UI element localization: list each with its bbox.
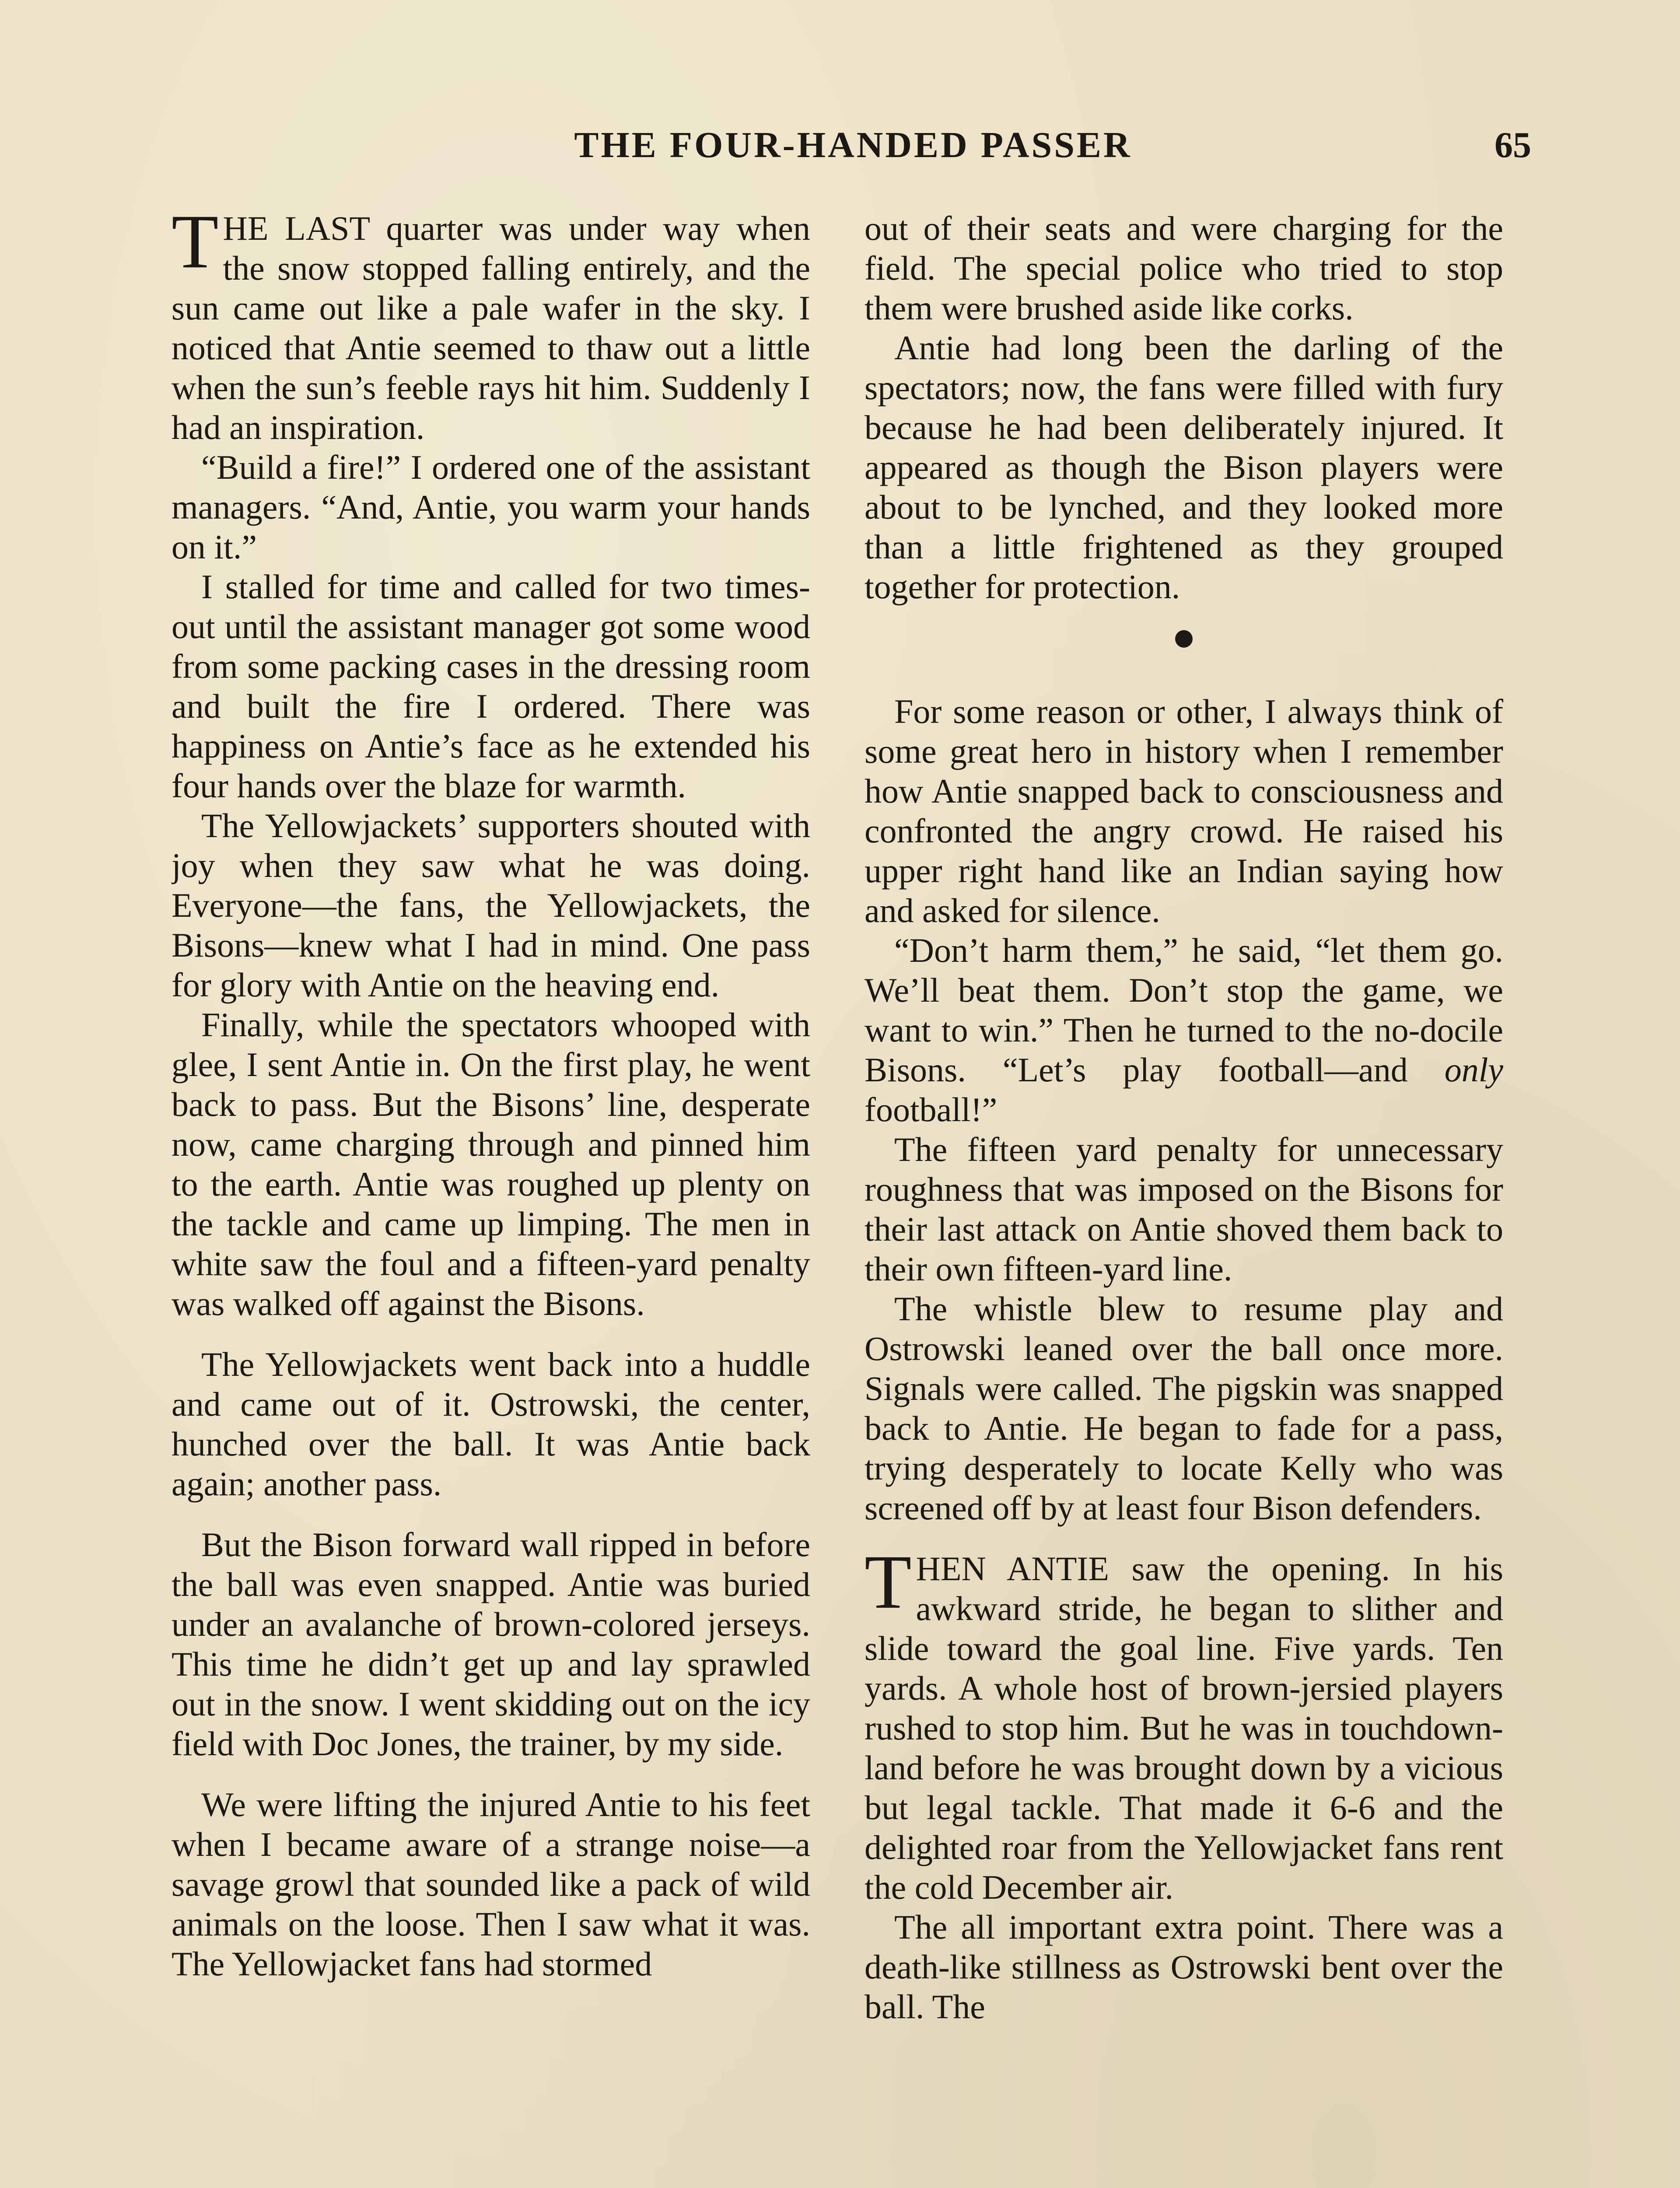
- paragraph: [864, 930, 1503, 1129]
- paragraph: Antie had long been the darling of the spectators; now, the fans were filled with fury because he had been deliberately injured. It appeared as though the Bison players were about to be lynched, and they looked more than a little frightened as they grouped together for protection.: [864, 329, 1503, 606]
- paragraph: The all important extra point. There was a death-like stillness as Ostrowski bent over the ball. The: [864, 1908, 1503, 2026]
- paragraph: For some reason or other, I always think of some great hero in history when I remember how Antie snapped back to consciousness and confronted the angry crowd. He raised his upper right hand like an Indian saying how and asked for silence.: [864, 692, 1503, 929]
- paragraph: “Build a fire!” I ordered one of the assistant managers. “And, Antie, you warm your hands on it.”: [172, 448, 810, 566]
- quote-text-end: football!”: [864, 1090, 998, 1129]
- paragraph: Finally, while the spectators whooped with glee, I sent Antie in. On the first play, he went back to pass. But the Bisons’ line, desperate now, came charging through and pinned him to the earth. Antie was roughed up plenty on the tackle and came up limping. The men in white saw the foul and a fifteen-yard penalty was walked off against the Bisons.: [172, 1006, 810, 1322]
- paragraph-text: HE LAST quarter was under way when the snow stopped falling entirely, and the sun came out like a pale wafer in the sky. I noticed that Antie seemed to thaw out a little when the sun’s feeble rays hit him. Suddenly I had an inspiration.: [172, 209, 810, 446]
- paragraph: [864, 1539, 1503, 1907]
- paragraph: The Yellowjackets’ supporters shouted with joy when they saw what he was doing. Everyone—the fans, the Yellowjackets, the Bisons—knew what I had in mind. One pass for glory with Antie on the heaving end.: [172, 806, 810, 1004]
- paragraph: [172, 208, 810, 447]
- paragraph: The whistle blew to resume play and Ostrowski leaned over the ball once more. Signals were called. The pigskin was snapped back to Antie. He began to fade for a pass, trying desperately to locate Kelly who was screened off by at least four Bison defenders.: [864, 1290, 1503, 1527]
- page-header: [175, 119, 1531, 172]
- left-column: [172, 208, 810, 2188]
- drop-cap: T: [172, 208, 219, 284]
- paragraph: The fifteen yard penalty for unnecessary roughness that was imposed on the Bisons for their last attack on Antie shoved them back to their own fifteen-yard line.: [864, 1130, 1503, 1288]
- paragraph: I stalled for time and called for two times-out until the assistant manager got some wood from some packing cases in the dressing room and built the fire I ordered. There was happiness on Antie’s face as he extended his four hands over the blaze for warmth.: [172, 568, 810, 805]
- running-title: THE FOUR-HANDED PASSER: [574, 125, 1132, 165]
- paragraph: out of their seats and were charging for the field. The special police who tried to stop them were brushed aside like corks.: [864, 209, 1503, 327]
- paragraph-text: HEN ANTIE saw the opening. In his awkward stride, he began to slither and slide toward the goal line. Five yards. Ten yards. A whole host of brown-jersied players rushed to stop him. But he was in touchdown-land before he was brought down by a vicious but legal tackle. That made it 6-6 and the delighted roar from the Yellowjacket fans rent the cold December air.: [864, 1550, 1503, 1906]
- paragraph: But the Bison forward wall ripped in before the ball was even snapped. Antie was buried under an avalanche of brown-colored jerseys. This time he didn’t get up and lay sprawled out in the snow. I went skidding out on the icy field with Doc Jones, the trainer, by my side.: [172, 1525, 810, 1763]
- right-column: [864, 208, 1503, 2188]
- emphasis: only: [1444, 1051, 1503, 1089]
- paragraph: We were lifting the injured Antie to his feet when I became aware of a strange noise—a savage growl that sounded like a pack of wild animals on the loose. Then I saw what it was. The Yellowjacket fans had stormed: [172, 1785, 810, 1983]
- page-number: 65: [1494, 125, 1531, 165]
- section-break-dot: [1175, 630, 1193, 648]
- drop-cap: T: [864, 1539, 912, 1625]
- quote-text: “Don’t harm them,” he said, “let them go. We’ll beat them. Don’t stop the game, we want to win.” Then he turned to the no-docile Bisons. “Let’s play football—and: [864, 931, 1503, 1089]
- paragraph: The Yellowjackets went back into a huddle and came out of it. Ostrowski, the center, hunched over the ball. It was Antie back again; another pass.: [172, 1345, 810, 1503]
